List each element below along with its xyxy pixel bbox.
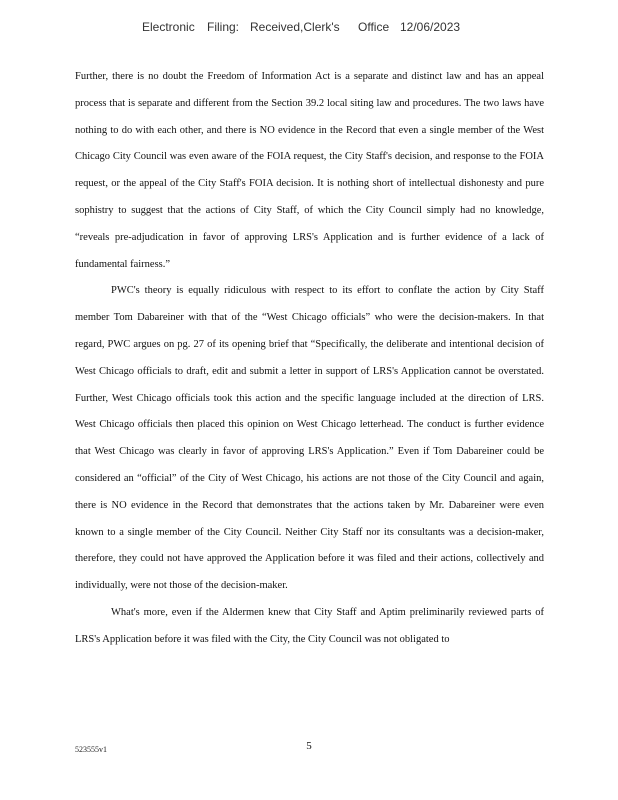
document-id: 523555v1 — [75, 745, 107, 754]
header-date: 12/06/2023 — [400, 20, 461, 34]
paragraph-pwc-theory: PWC's theory is equally ridiculous with respect to its effort to conflate the action by City Staff member Tom Dabareiner with that of the “West Chicago officials” who were the decision-makers. In that regard, PWC argues on pg. 27 of its opening brief that “Specifically, the deliberate and intentional decision of West Chicago officials to draft, edit and submit a letter in support of LRS's Application cannot be overstated. Further, West Chicago officials took this action and the specific language included at the direction of LRS. West Chicago officials then placed this opinion on West Chicago letterhead. The conduct is further evidence that West Chicago was clearly in favor of approving LRS's Application.” Even if Tom Dabareiner could be considered an “official” of the City of West Chicago, his actions are not those of the City Council and again, there is NO evidence in the Record that demonstrates that the actions taken by Mr. Dabareiner were even known to a single member of the City Council. Neither City Staff nor its consultants was a decision-maker, therefore, they could not have approved the Application before it was filed and their actions, collectively and individually, were not those of the decision-maker. — [75, 285, 544, 592]
header-filing: Filing: — [207, 20, 240, 34]
paragraph-foia: Further, there is no doubt the Freedom of Information Act is a separate and distinct law and has an appeal process that is separate and different from the Section 39.2 local siting law and procedures. The two laws have nothing to do with each other, and there is NO evidence in the Record that even a single member of the West Chicago City Council was even aware of the FOIA request, the City Staff's decision, and response to the FOIA request, or the appeal of the City Staff's FOIA decision. It is nothing short of intellectual dishonesty and pure sophistry to suggest that the actions of City Staff, of which the City Council simply had no knowledge, “reveals pre-adjudication in favor of approving LRS's Application and is further evidence of a lack of fundamental fairness.” — [75, 71, 544, 270]
header-office: Office — [358, 20, 390, 34]
header-electronic: Electronic — [142, 20, 195, 34]
document-body — [75, 64, 544, 654]
paragraph-whats-more: What's more, even if the Aldermen knew that City Staff and Aptim preliminarily reviewed parts of LRS's Application before it was filed with the City, the City Council was not obligated to — [75, 606, 544, 645]
header-received-clerks: Received,Clerk's — [250, 20, 340, 34]
filing-stamp-header — [0, 20, 618, 38]
page-number: 5 — [306, 740, 312, 752]
